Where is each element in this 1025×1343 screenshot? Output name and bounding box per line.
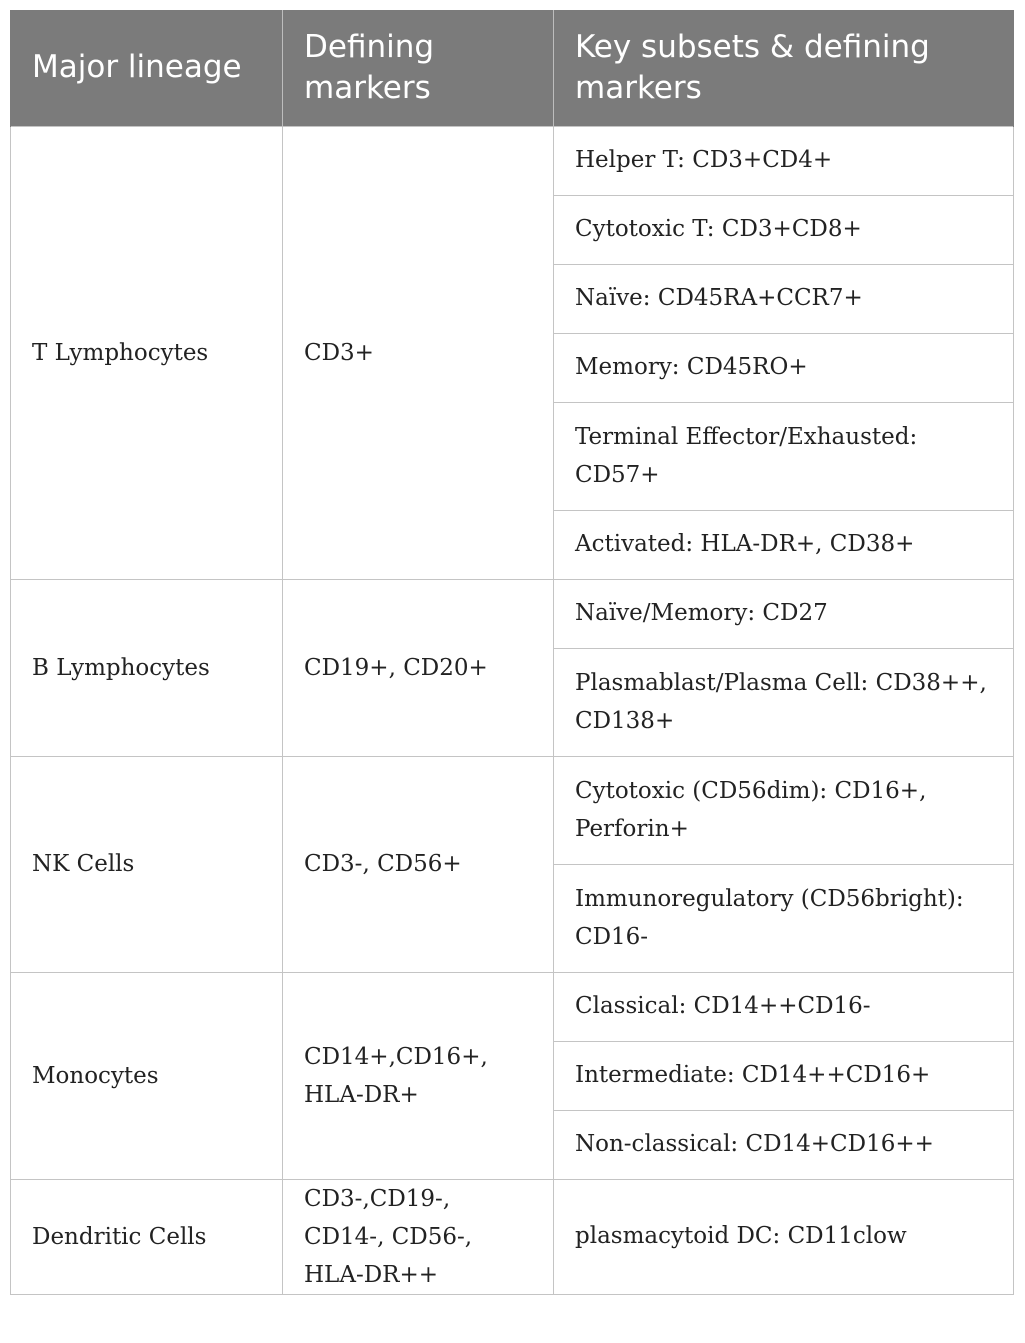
table-row [11, 126, 1014, 195]
lineage-cell: B Lymphocytes [11, 579, 283, 756]
header-defining-markers: Defining markers [283, 10, 554, 126]
subset-cell: Helper T: CD3+CD4+ [554, 126, 1014, 195]
subset-cell: Non-classical: CD14+CD16++ [554, 1110, 1014, 1179]
lineage-cell: NK Cells [11, 756, 283, 972]
markers-cell: CD19+, CD20+ [283, 579, 554, 756]
table-row [11, 756, 1014, 864]
table-row [11, 579, 1014, 648]
markers-cell: CD3-,CD19-, CD14-, CD56-, HLA-DR++ [283, 1179, 554, 1294]
subset-cell: Intermediate: CD14++CD16+ [554, 1041, 1014, 1110]
table-header [11, 10, 1014, 126]
subset-cell: Naïve: CD45RA+CCR7+ [554, 264, 1014, 333]
subset-cell: Immunoregulatory (CD56bright): CD16- [554, 864, 1014, 972]
lineage-cell: Dendritic Cells [11, 1179, 283, 1294]
subset-cell: Naïve/Memory: CD27 [554, 579, 1014, 648]
subset-cell: Plasmablast/Plasma Cell: CD38++, CD138+ [554, 648, 1014, 756]
header-row [11, 10, 1014, 126]
subset-cell: Terminal Effector/Exhausted: CD57+ [554, 402, 1014, 510]
markers-cell: CD3-, CD56+ [283, 756, 554, 972]
header-major-lineage: Major lineage [11, 10, 283, 126]
table-row [11, 972, 1014, 1041]
lineage-cell: T Lymphocytes [11, 126, 283, 579]
subset-cell: Activated: HLA-DR+, CD38+ [554, 510, 1014, 579]
subset-cell: Classical: CD14++CD16- [554, 972, 1014, 1041]
subset-cell: Memory: CD45RO+ [554, 333, 1014, 402]
subset-cell: Cytotoxic (CD56dim): CD16+, Perforin+ [554, 756, 1014, 864]
lineage-marker-table [10, 10, 1014, 1295]
table-row [11, 1179, 1014, 1294]
subset-cell: plasmacytoid DC: CD11clow [554, 1179, 1014, 1294]
subset-cell: Cytotoxic T: CD3+CD8+ [554, 195, 1014, 264]
lineage-cell: Monocytes [11, 972, 283, 1179]
markers-cell: CD14+,CD16+, HLA-DR+ [283, 972, 554, 1179]
table-body [11, 126, 1014, 1294]
markers-cell: CD3+ [283, 126, 554, 579]
header-key-subsets: Key subsets & defining markers [554, 10, 1014, 126]
immune-lineage-table [10, 10, 1013, 1295]
